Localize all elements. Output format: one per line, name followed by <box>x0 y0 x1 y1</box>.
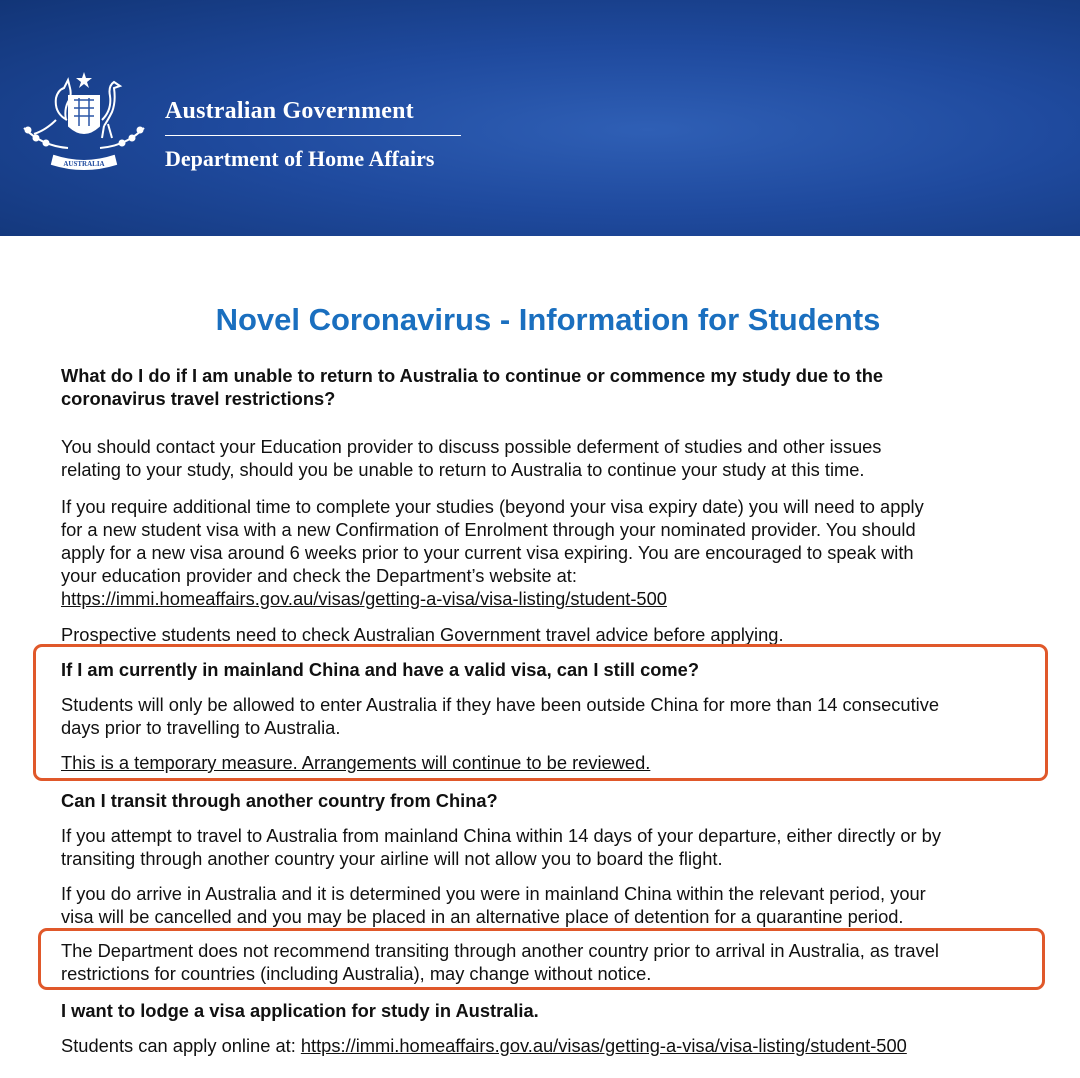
q1-heading-line2: coronavirus travel restrictions? <box>61 388 336 409</box>
q2-para1-line1: Students will only be allowed to enter Australia if they have been outside China for more than 14 consecutive <box>61 694 940 715</box>
document-page <box>0 236 1080 1078</box>
q1-para2-line4: your education provider and check the Department’s website at: <box>61 565 577 586</box>
q2-para1-line2: days prior to travelling to Australia. <box>61 717 341 738</box>
q3-para3-line2: restrictions for countries (including Australia), may change without notice. <box>61 963 652 984</box>
government-branding <box>165 98 461 172</box>
coat-of-arms-icon <box>12 68 157 176</box>
q1-para3: Prospective students need to check Australian Government travel advice before applying. <box>61 624 784 645</box>
svg-text:AUSTRALIA: AUSTRALIA <box>63 160 105 168</box>
q3-para2-line1: If you do arrive in Australia and it is determined you were in mainland China within the relevant period, your <box>61 883 926 904</box>
q4-heading: I want to lodge a visa application for study in Australia. <box>61 1000 539 1021</box>
branding-divider <box>165 135 461 136</box>
government-name: Australian Government <box>165 98 414 124</box>
q4-para1-prefix: Students can apply online at: <box>61 1035 301 1056</box>
q3-para1-line2: transiting through another country your airline will not allow you to board the flight. <box>61 848 723 869</box>
apply-online-link[interactable]: https://immi.homeaffairs.gov.au/visas/getting-a-visa/visa-listing/student-500 <box>300 1035 907 1056</box>
q1-para1-line1: You should contact your Education provider to discuss possible deferment of studies and other issues <box>61 436 882 457</box>
q1-heading-line1: What do I do if I am unable to return to Australia to continue or commence my study due to the <box>61 365 884 386</box>
q3-para3-line1: The Department does not recommend transiting through another country prior to arrival in Australia, as travel <box>61 940 939 961</box>
department-name: Department of Home Affairs <box>165 146 435 171</box>
q1-para1-line2: relating to your study, should you be unable to return to Australia to continue your study at this time. <box>61 459 865 480</box>
q3-para1-line1: If you attempt to travel to Australia from mainland China within 14 days of your departure, either directly or by <box>61 825 941 846</box>
student-visa-link[interactable]: https://immi.homeaffairs.gov.au/visas/getting-a-visa/visa-listing/student-500 <box>61 588 667 609</box>
q2-para2: This is a temporary measure. Arrangements will continue to be reviewed. <box>61 752 651 773</box>
header-banner <box>0 0 1080 236</box>
q1-para2-line1: If you require additional time to complete your studies (beyond your visa expiry date) you will need to apply <box>61 496 924 517</box>
q2-heading: If I am currently in mainland China and have a valid visa, can I still come? <box>61 659 700 680</box>
page-title: Novel Coronavirus - Information for Students <box>215 302 881 337</box>
q3-heading: Can I transit through another country from China? <box>61 790 498 811</box>
q3-para2-line2: visa will be cancelled and you may be placed in an alternative place of detention for a quarantine period. <box>61 906 904 927</box>
q1-para2-line3: apply for a new visa around 6 weeks prior to your current visa expiring. You are encouraged to speak with <box>61 542 914 563</box>
q4-para1 <box>61 1034 1051 1057</box>
q1-para2-line2: for a new student visa with a new Confirmation of Enrolment through your nominated provider. You should <box>61 519 916 540</box>
